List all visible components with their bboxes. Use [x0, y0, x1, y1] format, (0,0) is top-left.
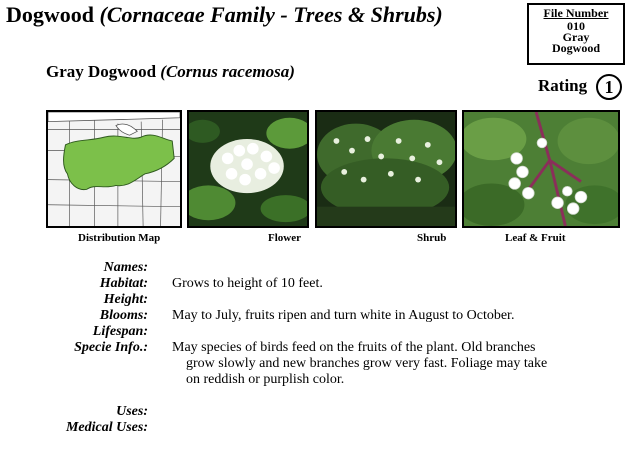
file-number-box [527, 3, 625, 65]
value-blooms: May to July, fruits ripen and turn white in August to October. [172, 308, 515, 323]
caption-leaf-fruit: Leaf & Fruit [505, 232, 566, 244]
leaf-fruit-image [462, 110, 620, 228]
value-specie-info-line2: grow slowly and new branches grow very fast. Foliage may take [186, 356, 548, 371]
flower-image [187, 110, 309, 228]
label-height: Height: [103, 292, 148, 307]
caption-shrub: Shrub [417, 232, 447, 244]
file-name-line2: Dogwood [551, 41, 600, 55]
label-uses: Uses: [116, 404, 148, 419]
label-habitat: Habitat: [99, 276, 148, 291]
value-habitat: Grows to height of 10 feet. [172, 276, 323, 291]
latin-name: (Cornus racemosa) [160, 62, 295, 81]
label-medical-uses: Medical Uses: [65, 420, 148, 435]
label-names: Names: [103, 260, 148, 275]
label-lifespan: Lifespan: [92, 324, 148, 339]
file-number: 010 [567, 19, 585, 33]
species-title: Gray Dogwood (Cornus racemosa) [46, 62, 295, 81]
distribution-map-image [46, 110, 182, 228]
caption-flower: Flower [268, 232, 301, 244]
rating-value: 1 [596, 74, 622, 100]
value-specie-info-line1: May species of birds feed on the fruits of the plant. Old branches [172, 340, 536, 355]
shrub-image [315, 110, 457, 228]
label-blooms: Blooms: [99, 308, 148, 323]
rating-label: Rating [538, 76, 588, 95]
file-name-line1: Gray [562, 30, 590, 44]
page-title: Dogwood (Cornaceae Family - Trees & Shrubs) [6, 2, 443, 27]
label-specie-info: Specie Info.: [74, 340, 148, 355]
file-number-label: File Number [543, 6, 609, 20]
value-specie-info-line3: on reddish or purplish color. [186, 372, 345, 387]
caption-distribution-map: Distribution Map [78, 232, 161, 244]
